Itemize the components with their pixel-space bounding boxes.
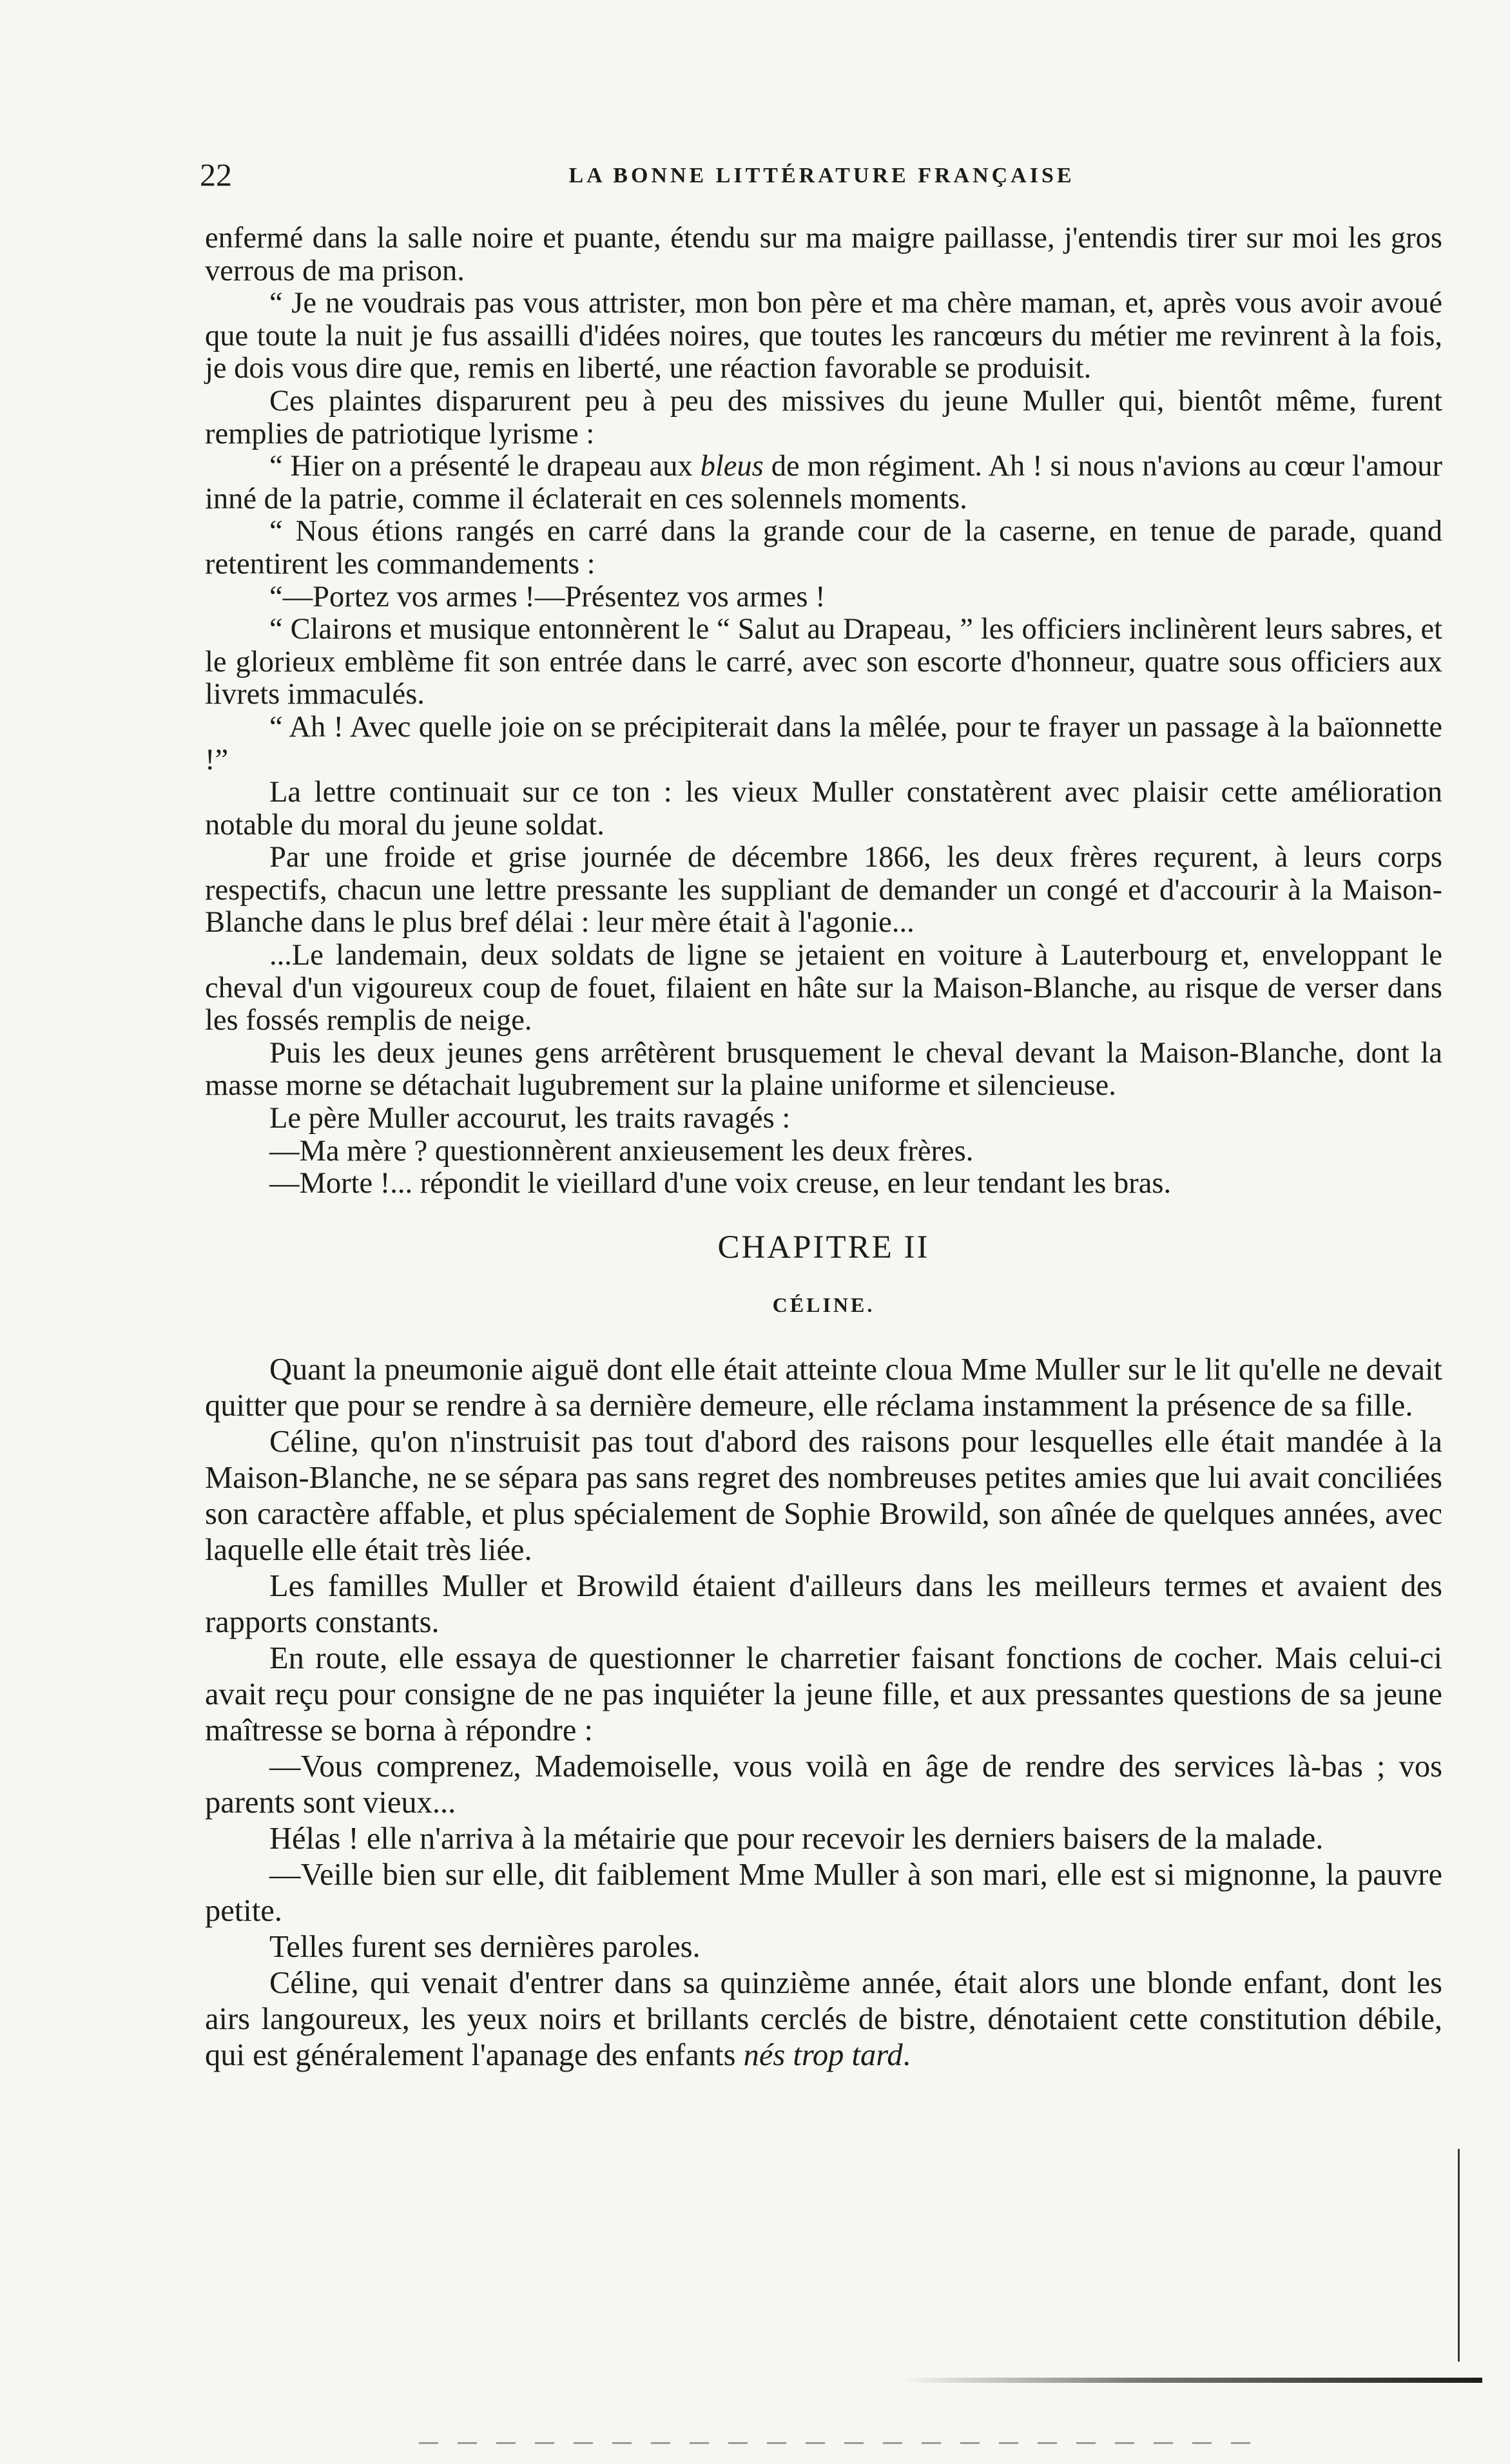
body-section-top xyxy=(205,222,1442,1200)
paragraph: “ Clairons et musique entonnèrent le “ Salut au Drapeau, ” les officiers inclinèrent leurs sabres, et le glorieux emblème fit son entrée dans le carré, avec son escorte d'honneur, quatre sous officiers aux livrets immaculés. xyxy=(205,613,1442,711)
paragraph: “—Portez vos armes !—Présentez vos armes ! xyxy=(269,580,826,613)
paragraph: Les familles Muller et Browild étaient d'ailleurs dans les meilleurs termes et avaient des rapports constants. xyxy=(205,1568,1442,1639)
paragraph: Telles furent ses dernières paroles. xyxy=(269,1929,701,1964)
chapter-subtitle: CÉLINE. xyxy=(772,1293,875,1316)
paragraph: —Ma mère ? questionnèrent anxieusement les deux frères. xyxy=(269,1134,974,1168)
paragraph: —Morte !... répondit le vieillard d'une voix creuse, en leur tendant les bras. xyxy=(269,1167,1172,1200)
paragraph: En route, elle essaya de questionner le charretier faisant fonctions de cocher. Mais celui-ci avait reçu pour consigne de ne pas inquiéter la jeune fille, et aux pressantes questions de sa jeune maîtresse se borna à répondre : xyxy=(205,1641,1442,1747)
italic-word: bleus xyxy=(700,450,764,483)
paragraph: enfermé dans la salle noire et puante, étendu sur ma maigre paillasse, j'entendis tirer sur moi les gros verrous de ma prison. xyxy=(205,222,1442,287)
chapter-title: CHAPITRE II xyxy=(717,1229,930,1266)
paragraph: Puis les deux jeunes gens arrêtèrent brusquement le cheval devant la Maison-Blanche, dont la masse morne se détachait lugubrement sur la plaine uniforme et silencieuse. xyxy=(205,1036,1442,1102)
paragraph: Quant la pneumonie aiguë dont elle était atteinte cloua Mme Muller sur le lit qu'elle ne devait quitter que pour se rendre à sa dernière demeure, elle réclama instamment la présence de sa fille. xyxy=(205,1352,1442,1423)
paragraph: Hélas ! elle n'arriva à la métairie que pour recevoir les derniers baisers de la malade. xyxy=(269,1821,1324,1856)
page-header xyxy=(200,156,1444,201)
paragraph: ...Le landemain, deux soldats de ligne se jetaient en voiture à Lauterbourg et, enveloppant le cheval d'un vigoureux coup de fouet, filaient en hâte sur la Maison-Blanche, au risque de verser dans les fossés remplis de neige. xyxy=(205,939,1442,1037)
paragraph: Par une froide et grise journée de décembre 1866, les deux frères reçurent, à leurs corps respectifs, chacun une lettre pressante les suppliant de demander un congé et d'accourir à la Maison-Blanche dans le plus bref délai : leur mère était à l'agonie... xyxy=(205,841,1442,939)
running-title: LA BONNE LITTÉRATURE FRANÇAISE xyxy=(568,164,1075,188)
scan-bottom-noise xyxy=(419,2442,1257,2444)
paragraph: —Veille bien sur elle, dit faiblement Mme Muller à son mari, elle est si mignonne, la pauvre petite. xyxy=(205,1857,1442,1928)
text-block xyxy=(205,222,1442,2074)
paragraph: La lettre continuait sur ce ton : les vieux Muller constatèrent avec plaisir cette amélioration notable du moral du jeune soldat. xyxy=(205,776,1442,842)
page-number: 22 xyxy=(200,157,232,193)
paragraph: Le père Muller accourut, les traits ravagés : xyxy=(269,1102,791,1135)
scan-margin-line xyxy=(1458,2149,1460,2362)
paragraph: “ Nous étions rangés en carré dans la grande cour de la caserne, en tenue de parade, quand retentirent les commandements : xyxy=(205,515,1442,581)
paragraph: Céline, qu'on n'instruisit pas tout d'abord des raisons pour lesquelles elle était mandée à la Maison-Blanche, ne se sépara pas sans regret des nombreuses petites amies que lui avait conciliées son caractère affable, et plus spécialement de Sophie Browild, son aînée de quelques années, avec laquelle elle était très liée. xyxy=(205,1424,1442,1567)
scan-edge-mark xyxy=(902,2378,1482,2383)
paragraph: Céline, qui venait d'entrer dans sa quinzième année, était alors une blonde enfant, dont les airs langoureux, les yeux noirs et brillants cerclés de bistre, dénotaient cette constitution débile, qui est généralement l'apanage des enfants nés trop tard. xyxy=(205,1965,1442,2072)
paragraph: —Vous comprenez, Mademoiselle, vous voilà en âge de rendre des services là-bas ; vos parents sont vieux... xyxy=(205,1749,1442,1820)
body-section-bottom xyxy=(205,1352,1442,2074)
paragraph: Ces plaintes disparurent peu à peu des missives du jeune Muller qui, bientôt même, furent remplies de patriotique lyrisme : xyxy=(205,384,1442,450)
paragraph: “ Ah ! Avec quelle joie on se précipiterait dans la mêlée, pour te frayer un passage à la baïonnette !” xyxy=(205,710,1442,776)
paragraph: “ Hier on a présenté le drapeau aux bleus de mon régiment. Ah ! si nous n'avions au cœur l'amour inné de la patrie, comme il éclaterait en ces solennels moments. xyxy=(205,450,1443,515)
paragraph: “ Je ne voudrais pas vous attrister, mon bon père et ma chère maman, et, après vous avoir avoué que toute la nuit je fus assailli d'idées noires, que toutes les rancœurs du métier me revinrent à la fois, je dois vous dire que, remis en liberté, une réaction favorable se produisit. xyxy=(205,287,1442,385)
italic-phrase: nés trop tard xyxy=(743,2037,903,2072)
